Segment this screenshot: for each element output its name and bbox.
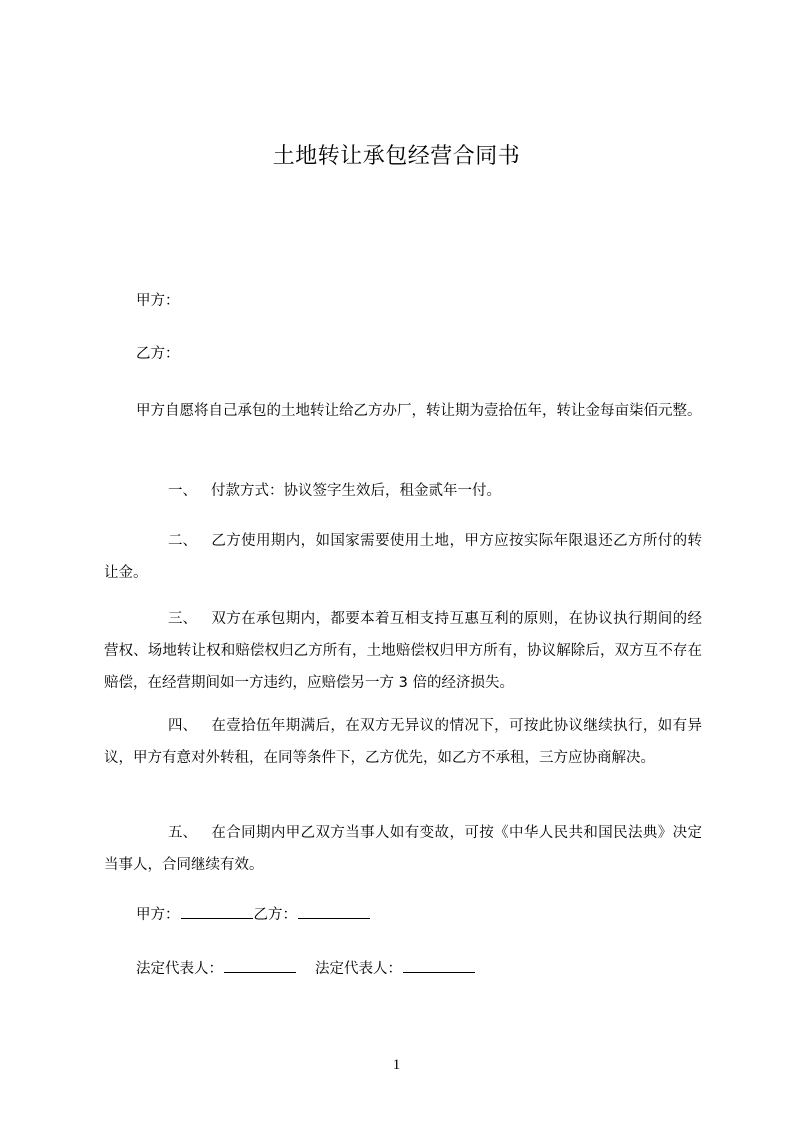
clause-5 — [104, 817, 702, 881]
signature-rep-b-blank — [403, 958, 475, 973]
clause-4-text: 在壹拾伍年期满后，在双方无异议的情况下，可按此协议继续执行，如有异议，甲方有意对外转租，在同等条件下，乙方优先，如乙方不承租，三方应协商解决。 — [104, 718, 702, 766]
signature-party-a-label: 甲方： — [136, 907, 180, 923]
clause-1-text: 付款方式：协议签字生效后，租金贰年一付。 — [211, 483, 501, 499]
clause-4-number: 四、 — [168, 718, 197, 734]
signature-row-representatives — [136, 958, 476, 979]
signature-rep-b-label: 法定代表人： — [315, 961, 402, 977]
clause-5-number: 五、 — [168, 825, 197, 841]
clause-1-number: 一、 — [168, 483, 197, 499]
clause-4 — [104, 710, 702, 774]
clause-2-text: 乙方使用期内，如国家需要使用土地，甲方应按实际年限退还乙方所付的转让金。 — [104, 533, 702, 581]
signature-rep-a-blank — [224, 958, 296, 973]
party-a-label: 甲方： — [136, 293, 180, 309]
clause-1 — [104, 475, 702, 507]
signature-party-b-label: 乙方： — [253, 907, 297, 923]
clause-3 — [104, 603, 702, 699]
signature-row-parties — [136, 904, 371, 925]
signature-party-b-blank — [298, 904, 370, 919]
document-title: 土地转让承包经营合同书 — [272, 144, 521, 169]
clause-3-number: 三、 — [168, 611, 197, 627]
clause-5-text: 在合同期内甲乙双方当事人如有变故，可按《中华人民共和国民法典》决定当事人，合同继续有效。 — [104, 825, 702, 873]
clause-2 — [104, 525, 702, 589]
signature-party-a-blank — [181, 904, 253, 919]
signature-rep-a-label: 法定代表人： — [136, 961, 223, 977]
clause-3-text: 双方在承包期内，都要本着互相支持互惠互利的原则，在协议执行期间的经营权、场地转让权和赔偿权归乙方所有，土地赔偿权归甲方所有，协议解除后，双方互不存在赔偿，在经营期间如一方违约，应赔偿另一方 3 倍的经济损失。 — [104, 611, 702, 691]
page-number: 1 — [392, 1057, 401, 1073]
party-b-label: 乙方： — [136, 346, 180, 362]
preamble-paragraph: 甲方自愿将自己承包的土地转让给乙方办厂，转让期为壹拾伍年，转让金每亩柒佰元整。 — [136, 403, 702, 419]
clause-2-number: 二、 — [168, 533, 197, 549]
